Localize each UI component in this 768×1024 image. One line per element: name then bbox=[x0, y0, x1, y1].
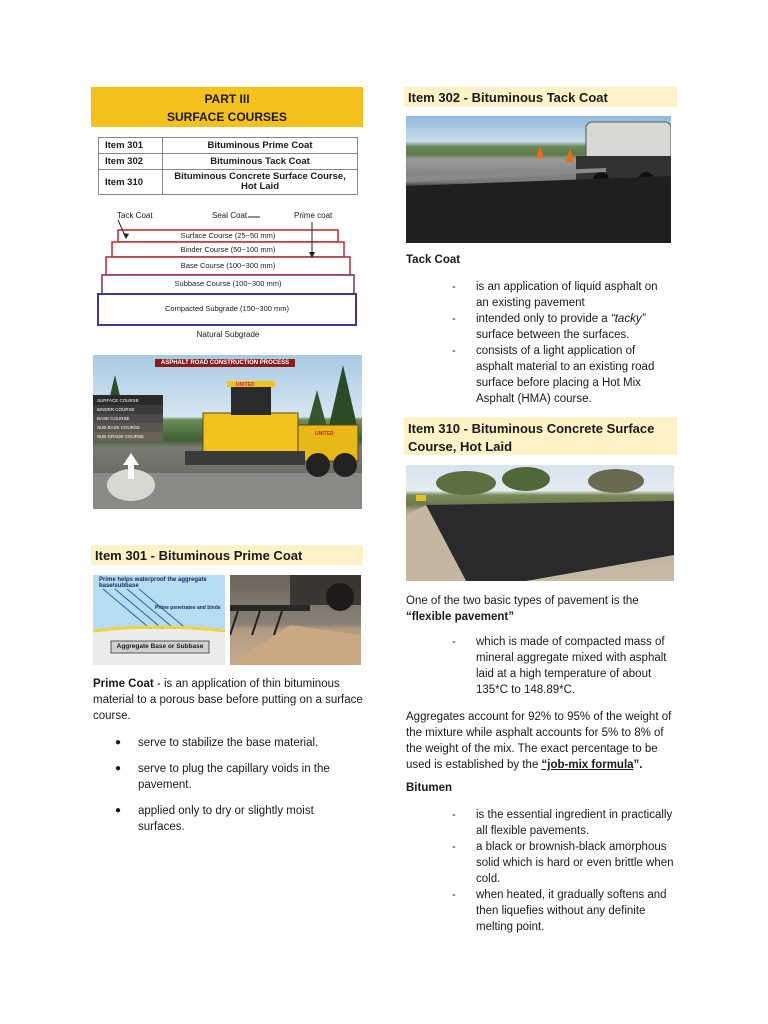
bullet-text: serve to plug the capillary voids in the pavement. bbox=[138, 763, 330, 791]
dash-text: when heated, it gradually softens and then liquefies without any definite melting point. bbox=[476, 889, 667, 933]
prime-figure-mid-text: Prime penetrates and binds bbox=[155, 605, 221, 611]
flexible-pavement-term: “flexible pavement” bbox=[406, 611, 515, 623]
paver-brand-top: UNITED bbox=[236, 382, 255, 388]
layer-subbase: Subbase Course (100~300 mm) bbox=[174, 279, 282, 288]
dash-text: a black or brownish-black amorphous solid which is hard or even brittle when cold. bbox=[476, 841, 674, 885]
bullet-text: serve to stabilize the base material. bbox=[138, 737, 319, 749]
paver-layer: BINDER COURSE bbox=[97, 407, 135, 412]
aggregates-end: ”. bbox=[633, 759, 643, 771]
pavement-layers-diagram bbox=[96, 208, 360, 342]
paver-layer: SURFACE COURSE bbox=[97, 398, 139, 403]
list-item bbox=[452, 343, 672, 407]
paver-photo bbox=[93, 355, 362, 509]
paver-layer: SUB BASE COURSE bbox=[97, 425, 141, 430]
list-item bbox=[452, 634, 674, 698]
part-number: PART III bbox=[204, 92, 250, 106]
prime-truck-photo bbox=[230, 575, 361, 665]
dash-marker: - bbox=[452, 281, 456, 293]
items-table bbox=[98, 137, 358, 195]
item-code: Item 301 bbox=[99, 138, 163, 154]
item-code: Item 302 bbox=[99, 154, 163, 170]
paver-banner: ASPHALT ROAD CONSTRUCTION PROCESS bbox=[155, 359, 295, 367]
dash-text: consists of a light application of asphalt material to an existing road surface before placing a Hot Mix Asphalt (HMA) course. bbox=[476, 345, 655, 405]
bitumen-heading: Bitumen bbox=[406, 782, 452, 794]
aggregates-paragraph bbox=[406, 709, 678, 773]
hot-laid-photo bbox=[406, 465, 674, 581]
flexible-pavement-list bbox=[452, 634, 674, 698]
prime-coat-bullets bbox=[93, 735, 363, 845]
dash-marker: - bbox=[452, 809, 456, 821]
item301-heading: Item 301 - Bituminous Prime Coat bbox=[91, 545, 363, 565]
table-row bbox=[99, 154, 358, 170]
dash-marker: - bbox=[452, 345, 456, 357]
tack-coat-svg bbox=[406, 116, 671, 243]
dash-text: which is made of compacted mass of mineral aggregate mixed with asphalt laid at a high temperature of about 135*C to 148.89*C. bbox=[476, 636, 667, 696]
paver-layer-list bbox=[97, 396, 144, 441]
dash-text: surface between the surfaces. bbox=[476, 329, 630, 341]
label-seal-coat: Seal Coat bbox=[212, 211, 248, 220]
list-item bbox=[452, 807, 676, 839]
intro-text: One of the two basic types of pavement is the bbox=[406, 595, 639, 607]
prime-coat-definition-text: - is an application of thin bituminous material to a porous base before putting on a surface course. bbox=[93, 678, 363, 722]
list-item bbox=[452, 311, 672, 343]
prime-coat-term: Prime Coat bbox=[93, 678, 154, 690]
item-name: Bituminous Prime Coat bbox=[163, 138, 358, 154]
bullet-marker: ● bbox=[115, 763, 122, 774]
label-prime-coat: Prime coat bbox=[294, 211, 333, 220]
bitumen-list bbox=[452, 807, 676, 935]
layer-subgrade: Compacted Subgrade (150~300 mm) bbox=[164, 304, 290, 313]
prime-truck-svg bbox=[230, 575, 361, 665]
dash-text: is the essential ingredient in practically all flexible pavements. bbox=[476, 809, 673, 837]
tacky-emphasis: “tacky” bbox=[610, 313, 646, 325]
layer-binder: Binder Course (50~100 mm) bbox=[180, 245, 276, 254]
list-item bbox=[452, 887, 676, 935]
part-title-box bbox=[91, 87, 363, 127]
item302-heading: Item 302 - Bituminous Tack Coat bbox=[404, 87, 677, 107]
dash-marker: - bbox=[452, 841, 456, 853]
item-name: Bituminous Tack Coat bbox=[163, 154, 358, 170]
list-item bbox=[452, 839, 676, 887]
natural-subgrade-label: Natural Subgrade bbox=[196, 330, 260, 339]
job-mix-formula-link: “job-mix formula bbox=[541, 759, 634, 771]
tack-coat-list bbox=[452, 279, 672, 407]
part-title: SURFACE COURSES bbox=[166, 110, 288, 124]
prime-coat-figure bbox=[93, 575, 225, 665]
bullet-text: applied only to dry or slightly moist surfaces. bbox=[138, 805, 314, 833]
dash-text: is an application of liquid asphalt on an existing pavement bbox=[476, 281, 658, 309]
dash-marker: - bbox=[452, 889, 456, 901]
label-tack-coat: Tack Coat bbox=[117, 211, 153, 220]
pavement-layers-svg bbox=[96, 208, 360, 342]
prime-coat-definition bbox=[93, 676, 363, 724]
item310-heading: Item 310 - Bituminous Concrete Surface Course, Hot Laid bbox=[404, 417, 677, 455]
aggregates-text: Aggregates account for 92% to 95% of the weight of the mixture while asphalt accounts for 5% to 8% of the weight of the mix. The exact percentage to be used is established by the bbox=[406, 711, 672, 771]
table-row bbox=[99, 170, 358, 195]
dash-marker: - bbox=[452, 636, 456, 648]
paver-layer: BASE COURSE bbox=[97, 416, 130, 421]
list-item bbox=[93, 761, 363, 793]
hot-laid-svg bbox=[406, 465, 674, 581]
paver-brand-side: UNITED bbox=[315, 431, 334, 437]
table-row bbox=[99, 138, 358, 154]
tack-coat-subheading: Tack Coat bbox=[406, 254, 461, 266]
list-item bbox=[452, 279, 672, 311]
layer-surface: Surface Course (25~50 mm) bbox=[180, 231, 276, 240]
list-item bbox=[93, 803, 363, 835]
prime-figure-bottom-text: Aggregate Base or Subbase bbox=[116, 643, 204, 650]
flexible-pavement-intro bbox=[406, 593, 676, 625]
dash-marker: - bbox=[452, 313, 456, 325]
layer-base: Base Course (100~300 mm) bbox=[180, 261, 276, 270]
list-item bbox=[93, 735, 363, 751]
dash-text: intended only to provide a bbox=[476, 313, 611, 325]
bullet-marker: ● bbox=[115, 805, 122, 816]
bullet-marker: ● bbox=[115, 737, 122, 748]
item-code: Item 310 bbox=[99, 170, 163, 195]
tack-coat-photo bbox=[406, 116, 671, 243]
paver-layer: SUB GRADE COURSE bbox=[97, 434, 145, 439]
prime-figure-top-text: Prime helps waterproof the aggregate base/subbase bbox=[99, 577, 207, 589]
item-name: Bituminous Concrete Surface Course, Hot Laid bbox=[163, 170, 358, 195]
